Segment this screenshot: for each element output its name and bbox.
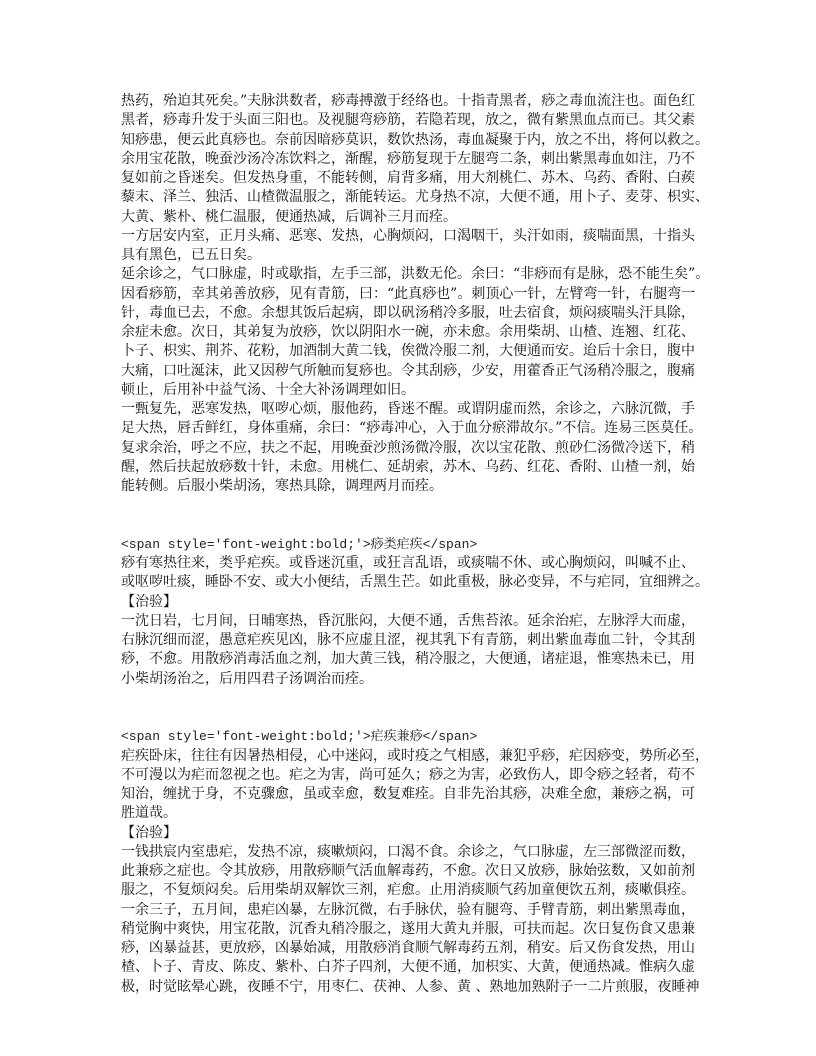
text-line: 余症未愈。次日，其弟复为放痧，饮以阴阳水一碗，亦未愈。余用柴胡、山楂、连翘、红花、 bbox=[121, 324, 695, 340]
text-line: 藜末、泽兰、独活、山楂微温服之，渐能转运。尤身热不凉，大便不通，用卜子、麦芽、枳实、 bbox=[121, 189, 709, 206]
text-line: 一沈日岩，七月间，日晡寒热，昏沉胀闷，大便不通，舌焦苔浓。延余治疟，左脉浮大而虚， bbox=[121, 612, 695, 629]
text-line: 热药，殆迫其死矣。”夫脉洪数者，痧毒搏激于经络也。十指青黑者，痧之毒血流注也。面色红 bbox=[121, 93, 696, 109]
text-line: 小柴胡汤治之，后用四君子汤调治而痊。 bbox=[121, 670, 373, 687]
text-line: 痧有寒热往来，类乎疟疾。或昏迷沉重，或狂言乱语，或痰喘不休、或心胸烦闷，叫喊不止、 bbox=[121, 555, 695, 571]
text-line: 顿止，后用补中益气汤、十全大补汤调理如旧。 bbox=[121, 381, 415, 398]
text-line: 一甄复先，恶寒发热，呕哕心烦，服他药，昏迷不醒。或谓阴虚而然，余诊之，六脉沉微，手 bbox=[121, 401, 695, 417]
text-line: 大黄、紫朴、桃仁温服，便通热减，后调补三月而痊。 bbox=[121, 208, 457, 225]
text-line: 醒，然后扶起放痧数十针，未愈。用桃仁、延胡索，苏木、乌药、红花、香附、山楂一剂，始 bbox=[121, 458, 695, 475]
text-line: 楂、卜子、青皮、陈皮、紫朴、白芥子四剂，大便不通，加枳实、大黄，便通热减。惟病久虚 bbox=[121, 959, 695, 976]
blank-line bbox=[121, 516, 711, 535]
text-line: 卜子、枳实、荆芥、花粉，加酒制大黄二钱，俟微冷服二剂，大便通而安。迨后十余日，腹中 bbox=[121, 343, 695, 360]
text-line: 服之，不复烦闷矣。后用柴胡双解饮三剂，疟愈。止用消痰顺气药加童便饮五剂，痰嗽俱痊。 bbox=[121, 882, 695, 899]
text-line: 余用宝花散，晚蚕沙汤冷冻饮料之，渐醒，痧筋复现于左腿弯二条，刺出紫黑毒血如注，乃不 bbox=[121, 150, 695, 167]
text-line: 痧，凶暴益甚，更放痧，凶暴始减，用散痧消食顺气解毒药五剂，稍安。后又伤食发热，用山 bbox=[121, 940, 695, 956]
text-line: 不可漫以为疟而忽视之也。疟之为害，尚可延久；痧之为害，必致伤人，即令痧之轻者，苟不 bbox=[121, 766, 695, 783]
text-line: 胜道哉。 bbox=[121, 805, 177, 822]
case-label: 【治验】 bbox=[121, 593, 177, 610]
section-heading-raw: <span style='font-weight:bold;'>疟疾兼痧</span> bbox=[121, 729, 478, 745]
blank-line bbox=[121, 496, 711, 515]
text-line: 延余诊之，气口脉虚，时或歇指，左手三部，洪数无伦。余曰：“非痧而有是脉，恐不能生矣”。 bbox=[121, 266, 710, 283]
text-line: 一方居安内室，正月头痛、恶寒、发热，心胸烦闷，口渴咽干，头汗如雨，痰喘面黑，十指头 bbox=[121, 227, 695, 244]
text-line: 足大热，唇舌鲜红，身体重痛，余曰：“痧毒冲心，入于血分瘀滞故尔。”不信。连易三医莫任。 bbox=[121, 420, 703, 437]
blank-line bbox=[121, 708, 711, 727]
text-line: 知治，缠扰于身，不克骤愈，虽或幸愈，数复难痊。自非先治其痧，决难全愈，兼痧之祸，可 bbox=[121, 786, 695, 802]
text-line: 或呕哕吐痰，睡卧不安、或大小便结，舌黑生芒。如此重极，脉必变异，不与疟同，宜细辨之。 bbox=[121, 574, 709, 591]
text-line: 复如前之昏迷矣。但发热身重，不能转侧，肩背多痛，用大剂桃仁、苏木、乌药、香附、白蒺 bbox=[121, 170, 695, 186]
blank-line bbox=[121, 689, 711, 708]
text-line: 疟疾卧床，往往有因暑热相侵，心中迷闷，或时疫之气相感，兼犯乎痧，疟因痧变，势所必至， bbox=[121, 747, 709, 764]
text-line: 因看痧筋，幸其弟善放痧，见有青筋，曰：“此真痧也”。刺顶心一针，左臂弯一针，右腿弯一 bbox=[121, 285, 696, 302]
text-line: 能转侧。后服小柴胡汤，寒热具除，调理两月而痊。 bbox=[121, 478, 443, 494]
text-line: 右脉沉细而涩，愚意疟疾见凶，脉不应虚且涩，视其乳下有青筋，刺出紫血毒血二针，令其刮 bbox=[121, 632, 695, 648]
text-line: 知痧患，便云此真痧也。奈前因暗痧莫识，数饮热汤，毒血凝聚于内，放之不出，将何以救之。 bbox=[121, 131, 709, 148]
text-line: 黑者，痧毒升发于头面三阳也。及视腿弯痧筋，若隐若现，放之，微有紫黑血点而已。其父素 bbox=[121, 112, 695, 129]
text-line: 针，毒血已去，不愈。余想其饭后起病，即以矾汤稍冷多服，吐去宿食，烦闷痰喘头汗具除， bbox=[121, 304, 695, 321]
text-line: 痧，不愈。用散痧消毒活血之剂，加大黄三钱，稍冷服之，大便通，诸症退，惟寒热未已，用 bbox=[121, 651, 695, 668]
text-line: 具有黑色，已五日矣。 bbox=[121, 247, 261, 263]
text-line: 复求余治，呼之不应，扶之不起，用晚蚕沙煎汤微冷服，次以宝花散、煎砂仁汤微冷送下，稍 bbox=[121, 439, 695, 456]
document-body bbox=[121, 92, 711, 997]
text-line: 大痛，口吐涎沫，此又因秽气所触而复痧也。令其刮痧，少安，用藿香正气汤稍冷服之，腹痛 bbox=[121, 362, 695, 379]
text-line: 一钱拱宸内室患疟，发热不凉，痰嗽烦闷，口渴不食。余诊之，气口脉虚，左三部微涩而数， bbox=[121, 843, 695, 860]
section-heading-raw: <span style='font-weight:bold;'>痧类疟疾</span> bbox=[121, 536, 478, 552]
case-label: 【治验】 bbox=[121, 824, 177, 841]
text-line: 极，时觉眩晕心跳，夜睡不宁，用枣仁、茯神、人参、黄 、熟地加熟附子一二片煎服，夜睡神 bbox=[121, 978, 700, 995]
text-line: 一余三子，五月间，患疟凶暴，左脉沉微，右手脉伏，验有腿弯、手臂青筋，刺出紫黑毒血， bbox=[121, 901, 695, 918]
text-line: 稍觉胸中爽快，用宝花散，沉香丸稍冷服之，遂用大黄丸并服，可扶而起。次日复伤食又患兼 bbox=[121, 920, 695, 937]
text-line: 此兼痧之症也。令其放痧，用散痧顺气活血解毒药，不愈。次日又放痧，脉始弦数，又如前剂 bbox=[121, 863, 695, 879]
